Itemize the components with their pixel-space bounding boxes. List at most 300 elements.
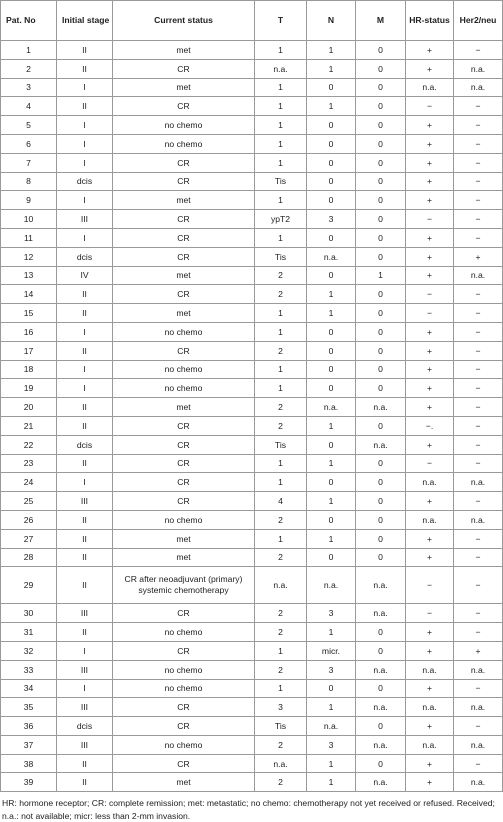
cell-her2: − — [454, 153, 503, 172]
cell-pat-no: 16 — [1, 322, 57, 341]
cell-pat-no: 4 — [1, 97, 57, 116]
cell-n: 3 — [307, 660, 356, 679]
cell-n: 1 — [307, 416, 356, 435]
cell-initial-stage: dcis — [57, 247, 113, 266]
cell-m: n.a. — [356, 735, 406, 754]
cell-m: 0 — [356, 78, 406, 97]
cell-t: 4 — [255, 492, 307, 511]
table-row — [1, 510, 503, 529]
cell-t: 2 — [255, 773, 307, 792]
cell-initial-stage: II — [57, 341, 113, 360]
table-row — [1, 360, 503, 379]
cell-her2: − — [454, 285, 503, 304]
cell-initial-stage: dcis — [57, 435, 113, 454]
cell-t: 3 — [255, 698, 307, 717]
cell-n: 0 — [307, 172, 356, 191]
cell-n: 1 — [307, 492, 356, 511]
table-row — [1, 228, 503, 247]
table-row — [1, 210, 503, 229]
cell-pat-no: 20 — [1, 398, 57, 417]
cell-current-status: CR — [113, 59, 255, 78]
table-row — [1, 134, 503, 153]
cell-t: 1 — [255, 322, 307, 341]
table-row — [1, 717, 503, 736]
cell-hr-status: − — [406, 304, 454, 323]
cell-pat-no: 36 — [1, 717, 57, 736]
table-row — [1, 266, 503, 285]
cell-t: 2 — [255, 604, 307, 623]
cell-current-status: CR — [113, 172, 255, 191]
cell-t: 1 — [255, 153, 307, 172]
cell-initial-stage: II — [57, 416, 113, 435]
cell-hr-status: − — [406, 285, 454, 304]
cell-t: 1 — [255, 41, 307, 60]
cell-m: n.a. — [356, 398, 406, 417]
cell-t: Tis — [255, 247, 307, 266]
cell-her2: − — [454, 548, 503, 567]
cell-initial-stage: I — [57, 153, 113, 172]
cell-current-status: no chemo — [113, 735, 255, 754]
cell-her2: n.a. — [454, 59, 503, 78]
cell-initial-stage: III — [57, 210, 113, 229]
cell-pat-no: 3 — [1, 78, 57, 97]
table-row — [1, 623, 503, 642]
cell-hr-status: n.a. — [406, 510, 454, 529]
table-row — [1, 304, 503, 323]
cell-hr-status: n.a. — [406, 698, 454, 717]
table-body — [1, 41, 503, 792]
cell-m: n.a. — [356, 660, 406, 679]
cell-initial-stage: I — [57, 360, 113, 379]
cell-t: 1 — [255, 454, 307, 473]
cell-current-status: no chemo — [113, 623, 255, 642]
cell-hr-status: n.a. — [406, 735, 454, 754]
cell-hr-status: + — [406, 134, 454, 153]
cell-initial-stage: I — [57, 322, 113, 341]
cell-current-status: met — [113, 191, 255, 210]
cell-n: 1 — [307, 285, 356, 304]
cell-her2: − — [454, 529, 503, 548]
cell-current-status: CR — [113, 210, 255, 229]
cell-her2: − — [454, 97, 503, 116]
cell-her2: − — [454, 416, 503, 435]
cell-hr-status: − — [406, 97, 454, 116]
cell-hr-status: + — [406, 191, 454, 210]
cell-m: 0 — [356, 717, 406, 736]
cell-n: 1 — [307, 41, 356, 60]
cell-current-status: no chemo — [113, 510, 255, 529]
cell-initial-stage: II — [57, 548, 113, 567]
cell-t: 2 — [255, 735, 307, 754]
cell-current-status: CR — [113, 416, 255, 435]
cell-hr-status: + — [406, 116, 454, 135]
cell-m: 0 — [356, 191, 406, 210]
cell-t: 2 — [255, 341, 307, 360]
cell-initial-stage: I — [57, 116, 113, 135]
cell-initial-stage: II — [57, 41, 113, 60]
cell-initial-stage: dcis — [57, 717, 113, 736]
cell-current-status: CR — [113, 435, 255, 454]
table-row — [1, 285, 503, 304]
cell-m: 0 — [356, 285, 406, 304]
cell-her2: − — [454, 754, 503, 773]
cell-current-status: met — [113, 78, 255, 97]
cell-her2: − — [454, 398, 503, 417]
table-row — [1, 416, 503, 435]
table-row — [1, 529, 503, 548]
cell-n: 1 — [307, 529, 356, 548]
cell-current-status: CR — [113, 341, 255, 360]
cell-hr-status: n.a. — [406, 660, 454, 679]
cell-pat-no: 1 — [1, 41, 57, 60]
cell-current-status: met — [113, 41, 255, 60]
table-row — [1, 116, 503, 135]
cell-m: 0 — [356, 679, 406, 698]
cell-n: 0 — [307, 510, 356, 529]
cell-m: 0 — [356, 304, 406, 323]
cell-pat-no: 19 — [1, 379, 57, 398]
cell-pat-no: 13 — [1, 266, 57, 285]
cell-hr-status: + — [406, 717, 454, 736]
header-n: N — [307, 1, 356, 41]
cell-pat-no: 26 — [1, 510, 57, 529]
cell-hr-status: + — [406, 341, 454, 360]
cell-n: 1 — [307, 773, 356, 792]
cell-m: 0 — [356, 623, 406, 642]
cell-her2: n.a. — [454, 78, 503, 97]
cell-n: 0 — [307, 78, 356, 97]
table-row — [1, 492, 503, 511]
cell-n: micr. — [307, 641, 356, 660]
table-row — [1, 454, 503, 473]
cell-t: 1 — [255, 360, 307, 379]
cell-t: 1 — [255, 529, 307, 548]
cell-t: 2 — [255, 285, 307, 304]
cell-pat-no: 25 — [1, 492, 57, 511]
cell-n: 1 — [307, 698, 356, 717]
cell-her2: n.a. — [454, 698, 503, 717]
cell-hr-status: + — [406, 435, 454, 454]
cell-current-status: met — [113, 529, 255, 548]
cell-pat-no: 31 — [1, 623, 57, 642]
header-hr-status: HR-status — [406, 1, 454, 41]
table-row — [1, 59, 503, 78]
cell-initial-stage: II — [57, 59, 113, 78]
cell-initial-stage: I — [57, 191, 113, 210]
cell-t: Tis — [255, 172, 307, 191]
table-row — [1, 97, 503, 116]
cell-current-status: CR — [113, 717, 255, 736]
cell-initial-stage: III — [57, 604, 113, 623]
cell-n: 0 — [307, 134, 356, 153]
cell-n: n.a. — [307, 717, 356, 736]
cell-pat-no: 6 — [1, 134, 57, 153]
cell-hr-status: + — [406, 228, 454, 247]
cell-hr-status: − — [406, 454, 454, 473]
cell-m: 0 — [356, 97, 406, 116]
cell-t: 2 — [255, 623, 307, 642]
cell-initial-stage: III — [57, 492, 113, 511]
cell-pat-no: 12 — [1, 247, 57, 266]
cell-pat-no: 15 — [1, 304, 57, 323]
cell-her2: n.a. — [454, 735, 503, 754]
cell-initial-stage: II — [57, 510, 113, 529]
cell-n: 0 — [307, 473, 356, 492]
table-row — [1, 679, 503, 698]
cell-n: 3 — [307, 210, 356, 229]
cell-her2: − — [454, 604, 503, 623]
cell-m: 0 — [356, 754, 406, 773]
cell-her2: − — [454, 679, 503, 698]
cell-m: 0 — [356, 341, 406, 360]
table-row — [1, 191, 503, 210]
cell-pat-no: 18 — [1, 360, 57, 379]
cell-pat-no: 37 — [1, 735, 57, 754]
cell-pat-no: 24 — [1, 473, 57, 492]
cell-n: 0 — [307, 228, 356, 247]
cell-current-status: CR — [113, 153, 255, 172]
table-footnote: HR: hormone receptor; CR: complete remission; met: metastatic; no chemo: chemotherapy not yet received or refused. Received; n.a.: not available; micr: less than 2-mm invasion. — [2, 798, 495, 821]
cell-initial-stage: I — [57, 679, 113, 698]
table-row — [1, 341, 503, 360]
cell-t: 1 — [255, 379, 307, 398]
cell-current-status: met — [113, 304, 255, 323]
cell-hr-status: + — [406, 266, 454, 285]
cell-n: n.a. — [307, 567, 356, 604]
cell-her2: − — [454, 360, 503, 379]
cell-m: 0 — [356, 210, 406, 229]
header-current-status: Current status — [113, 1, 255, 41]
cell-her2: n.a. — [454, 510, 503, 529]
cell-initial-stage: II — [57, 623, 113, 642]
cell-initial-stage: III — [57, 735, 113, 754]
header-initial-stage: Initial stage — [57, 1, 113, 41]
cell-hr-status: + — [406, 172, 454, 191]
table-row — [1, 698, 503, 717]
cell-m: 0 — [356, 379, 406, 398]
cell-m: n.a. — [356, 567, 406, 604]
cell-t: 1 — [255, 134, 307, 153]
cell-hr-status: −. — [406, 416, 454, 435]
cell-n: 1 — [307, 97, 356, 116]
cell-current-status: no chemo — [113, 134, 255, 153]
cell-current-status: met — [113, 773, 255, 792]
cell-current-status: CR — [113, 492, 255, 511]
cell-n: 0 — [307, 116, 356, 135]
cell-hr-status: + — [406, 153, 454, 172]
cell-m: 0 — [356, 247, 406, 266]
cell-n: 0 — [307, 679, 356, 698]
cell-hr-status: + — [406, 247, 454, 266]
table-row — [1, 773, 503, 792]
cell-initial-stage: II — [57, 398, 113, 417]
cell-t: 2 — [255, 416, 307, 435]
table-header-row — [1, 1, 503, 41]
cell-current-status: CR — [113, 285, 255, 304]
cell-initial-stage: II — [57, 454, 113, 473]
cell-m: n.a. — [356, 604, 406, 623]
cell-t: 1 — [255, 191, 307, 210]
header-m: M — [356, 1, 406, 41]
cell-pat-no: 11 — [1, 228, 57, 247]
cell-m: 1 — [356, 266, 406, 285]
cell-initial-stage: I — [57, 134, 113, 153]
cell-initial-stage: II — [57, 529, 113, 548]
cell-her2: + — [454, 641, 503, 660]
table-row — [1, 379, 503, 398]
table-row — [1, 153, 503, 172]
cell-n: 1 — [307, 623, 356, 642]
cell-initial-stage: II — [57, 754, 113, 773]
cell-her2: − — [454, 717, 503, 736]
cell-n: 0 — [307, 266, 356, 285]
cell-t: n.a. — [255, 567, 307, 604]
cell-m: 0 — [356, 492, 406, 511]
cell-pat-no: 10 — [1, 210, 57, 229]
cell-n: 0 — [307, 341, 356, 360]
cell-t: 2 — [255, 398, 307, 417]
cell-n: 1 — [307, 304, 356, 323]
cell-t: n.a. — [255, 754, 307, 773]
cell-t: 1 — [255, 97, 307, 116]
cell-n: n.a. — [307, 247, 356, 266]
cell-her2: − — [454, 210, 503, 229]
cell-hr-status: + — [406, 492, 454, 511]
cell-initial-stage: II — [57, 567, 113, 604]
cell-pat-no: 39 — [1, 773, 57, 792]
cell-hr-status: + — [406, 754, 454, 773]
cell-t: 1 — [255, 304, 307, 323]
cell-pat-no: 17 — [1, 341, 57, 360]
cell-pat-no: 2 — [1, 59, 57, 78]
table-row — [1, 473, 503, 492]
table-row — [1, 247, 503, 266]
cell-pat-no: 22 — [1, 435, 57, 454]
cell-pat-no: 28 — [1, 548, 57, 567]
cell-t: 2 — [255, 660, 307, 679]
table-row — [1, 735, 503, 754]
header-pat-no: Pat. No — [1, 1, 57, 41]
cell-initial-stage: II — [57, 773, 113, 792]
cell-hr-status: n.a. — [406, 78, 454, 97]
cell-m: 0 — [356, 416, 406, 435]
cell-her2: + — [454, 247, 503, 266]
cell-m: 0 — [356, 529, 406, 548]
cell-initial-stage: I — [57, 78, 113, 97]
cell-pat-no: 14 — [1, 285, 57, 304]
cell-t: 1 — [255, 116, 307, 135]
cell-n: 1 — [307, 754, 356, 773]
cell-t: Tis — [255, 717, 307, 736]
cell-m: n.a. — [356, 435, 406, 454]
cell-pat-no: 29 — [1, 567, 57, 604]
cell-hr-status: + — [406, 322, 454, 341]
cell-her2: n.a. — [454, 773, 503, 792]
cell-current-status: no chemo — [113, 360, 255, 379]
cell-pat-no: 21 — [1, 416, 57, 435]
cell-initial-stage: I — [57, 641, 113, 660]
table-row — [1, 398, 503, 417]
cell-m: 0 — [356, 59, 406, 78]
cell-m: 0 — [356, 153, 406, 172]
table-row — [1, 641, 503, 660]
header-her2: Her2/neu — [454, 1, 503, 41]
cell-her2: n.a. — [454, 266, 503, 285]
cell-pat-no: 35 — [1, 698, 57, 717]
cell-her2: − — [454, 41, 503, 60]
cell-n: 0 — [307, 191, 356, 210]
table-row — [1, 548, 503, 567]
cell-pat-no: 38 — [1, 754, 57, 773]
cell-t: n.a. — [255, 59, 307, 78]
cell-hr-status: + — [406, 773, 454, 792]
cell-her2: − — [454, 191, 503, 210]
cell-hr-status: + — [406, 623, 454, 642]
cell-m: 0 — [356, 641, 406, 660]
cell-pat-no: 34 — [1, 679, 57, 698]
cell-hr-status: + — [406, 641, 454, 660]
cell-current-status: CR — [113, 454, 255, 473]
cell-hr-status: + — [406, 679, 454, 698]
cell-pat-no: 27 — [1, 529, 57, 548]
cell-m: n.a. — [356, 698, 406, 717]
cell-her2: − — [454, 341, 503, 360]
cell-pat-no: 9 — [1, 191, 57, 210]
cell-her2: − — [454, 435, 503, 454]
cell-current-status: met — [113, 548, 255, 567]
cell-initial-stage: I — [57, 379, 113, 398]
cell-m: 0 — [356, 360, 406, 379]
cell-initial-stage: II — [57, 97, 113, 116]
cell-m: 0 — [356, 510, 406, 529]
cell-m: 0 — [356, 473, 406, 492]
cell-initial-stage: II — [57, 285, 113, 304]
table-row — [1, 78, 503, 97]
cell-initial-stage: IV — [57, 266, 113, 285]
cell-current-status: CR — [113, 473, 255, 492]
cell-hr-status: + — [406, 360, 454, 379]
cell-t: ypT2 — [255, 210, 307, 229]
cell-n: 0 — [307, 435, 356, 454]
cell-her2: − — [454, 379, 503, 398]
cell-n: 3 — [307, 604, 356, 623]
cell-hr-status: + — [406, 41, 454, 60]
cell-current-status: CR — [113, 698, 255, 717]
cell-current-status: no chemo — [113, 660, 255, 679]
cell-n: 1 — [307, 454, 356, 473]
table-row — [1, 660, 503, 679]
cell-hr-status: + — [406, 59, 454, 78]
table-row — [1, 322, 503, 341]
cell-initial-stage: III — [57, 660, 113, 679]
cell-n: 0 — [307, 322, 356, 341]
cell-n: 1 — [307, 59, 356, 78]
cell-initial-stage: II — [57, 304, 113, 323]
cell-m: 0 — [356, 228, 406, 247]
table-row — [1, 41, 503, 60]
cell-pat-no: 7 — [1, 153, 57, 172]
cell-her2: − — [454, 228, 503, 247]
cell-m: 0 — [356, 454, 406, 473]
cell-m: 0 — [356, 172, 406, 191]
cell-n: n.a. — [307, 398, 356, 417]
cell-current-status: met — [113, 266, 255, 285]
cell-her2: − — [454, 172, 503, 191]
cell-hr-status: n.a. — [406, 473, 454, 492]
cell-t: 1 — [255, 228, 307, 247]
cell-m: n.a. — [356, 773, 406, 792]
cell-pat-no: 23 — [1, 454, 57, 473]
